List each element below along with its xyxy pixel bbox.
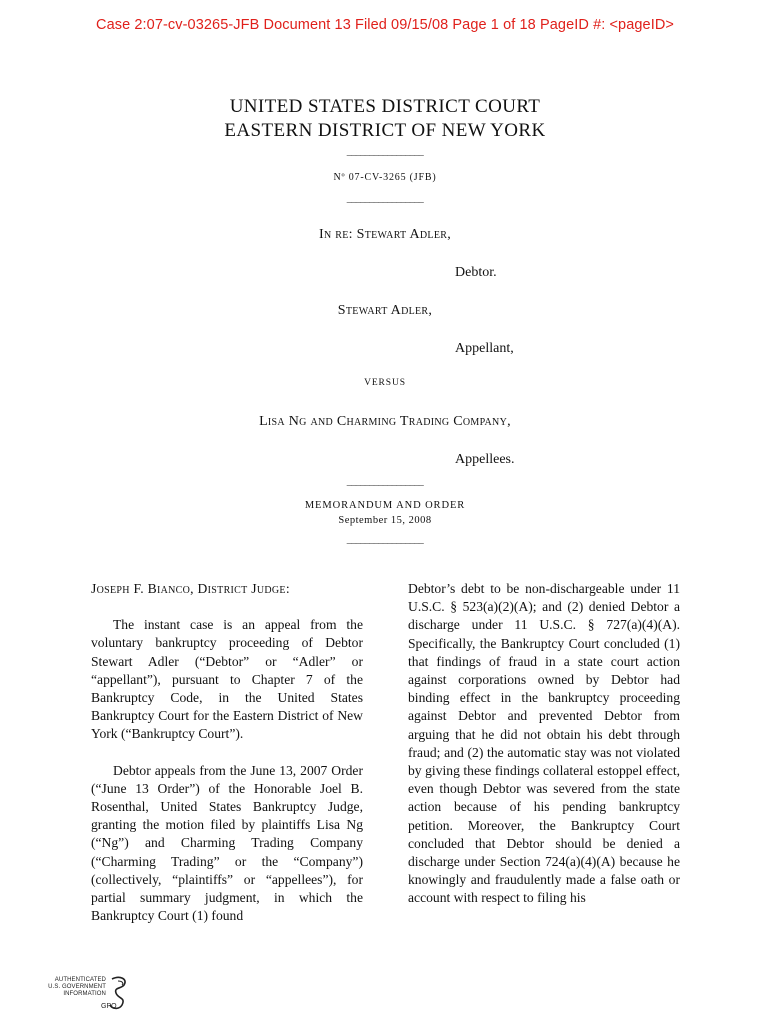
gpo-logo-line1: AUTHENTICATED	[54, 977, 106, 983]
gpo-authenticated-logo	[44, 975, 130, 1015]
case-number: Nº 07-CV-3265 (JFB)	[333, 172, 437, 183]
court-title-line1: UNITED STATES DISTRICT COURT	[229, 96, 541, 117]
case-header: Case 2:07-cv-03265-JFB Document 13 Filed 09/15/08 Page 1 of 18 PageID #: <pageID>	[96, 17, 674, 33]
paragraph-appeal: Debtor appeals from the June 13, 2007 Order (“June 13 Order”) of the Honorable Joel B. Rosenthal, United States Bankruptcy Judge, granting the motion filed by plaintiffs Lisa Ng (“Ng”) and Charming Trading Company (“Charming Trading” or the “Company”) (collectively, “plaintiffs” or “appellees”), for partial summary judgment, in which the Bankruptcy Court (1) found	[91, 762, 363, 924]
separator-2: _________________	[346, 193, 424, 204]
court-title	[0, 95, 770, 143]
separator-4: _________________	[346, 534, 424, 545]
caption-appellant-name: Stewart Adler,	[337, 303, 433, 318]
gpo-logo-line3: INFORMATION	[63, 991, 106, 997]
paragraph-intro: The instant case is an appeal from the voluntary bankruptcy proceeding of Debtor Stewart Adler (“Debtor” or “Adler” or “appellant”), pursuant to Chapter 7 of the Bankruptcy Code, in the United States Bankruptcy Court for the Eastern District of New York (“Bankruptcy Court”).	[91, 617, 363, 742]
separator-1: _________________	[346, 146, 424, 157]
caption-in-re: In re: Stewart Adler,	[318, 227, 452, 242]
eagle-icon	[106, 975, 130, 1013]
memo-title: MEMORANDUM AND ORDER	[304, 500, 466, 511]
caption-appellees-role: Appellees.	[455, 452, 515, 467]
memo-date: September 15, 2008	[338, 515, 432, 526]
court-title-line2: EASTERN DISTRICT OF NEW YORK	[224, 120, 546, 141]
body-column-right	[408, 580, 680, 908]
caption-appellees-names: Lisa Ng and Charming Trading Company,	[259, 414, 511, 429]
separator-3: _________________	[346, 476, 424, 487]
gpo-mark-text: GPO	[101, 1003, 117, 1010]
paragraph-continued: Debtor’s debt to be non-dischargeable under 11 U.S.C. § 523(a)(2)(A); and (2) denied Debtor a discharge under 11 U.S.C. § 727(a)(4)(A). Specifically, the Bankruptcy Court concluded (1) that findings of fraud in a state court action against corporations owned by Debtor had binding effect in the bankruptcy proceeding against Debtor and prevented Debtor from arguing that he did not obtain his debt through fraud; and (2) the automatic stay was not violated by giving these findings collateral estoppel effect, even though Debtor was severed from the state action because of his pending bankruptcy petition. Moreover, the Bankruptcy Court concluded that Debtor should be denied a discharge under Section 724(a)(4)(A) because he knowingly and fraudulently made a false oath or account with respect to filing his	[408, 581, 680, 906]
caption-appellant-role: Appellant,	[455, 341, 514, 356]
body-column-left	[91, 580, 363, 925]
gpo-logo-line2: U.S. GOVERNMENT	[48, 984, 106, 990]
caption-versus: VERSUS	[364, 378, 406, 388]
judge-line: Joseph F. Bianco, District Judge:	[91, 581, 290, 596]
gpo-logo-text	[44, 977, 106, 998]
caption-debtor-role: Debtor.	[455, 265, 497, 280]
